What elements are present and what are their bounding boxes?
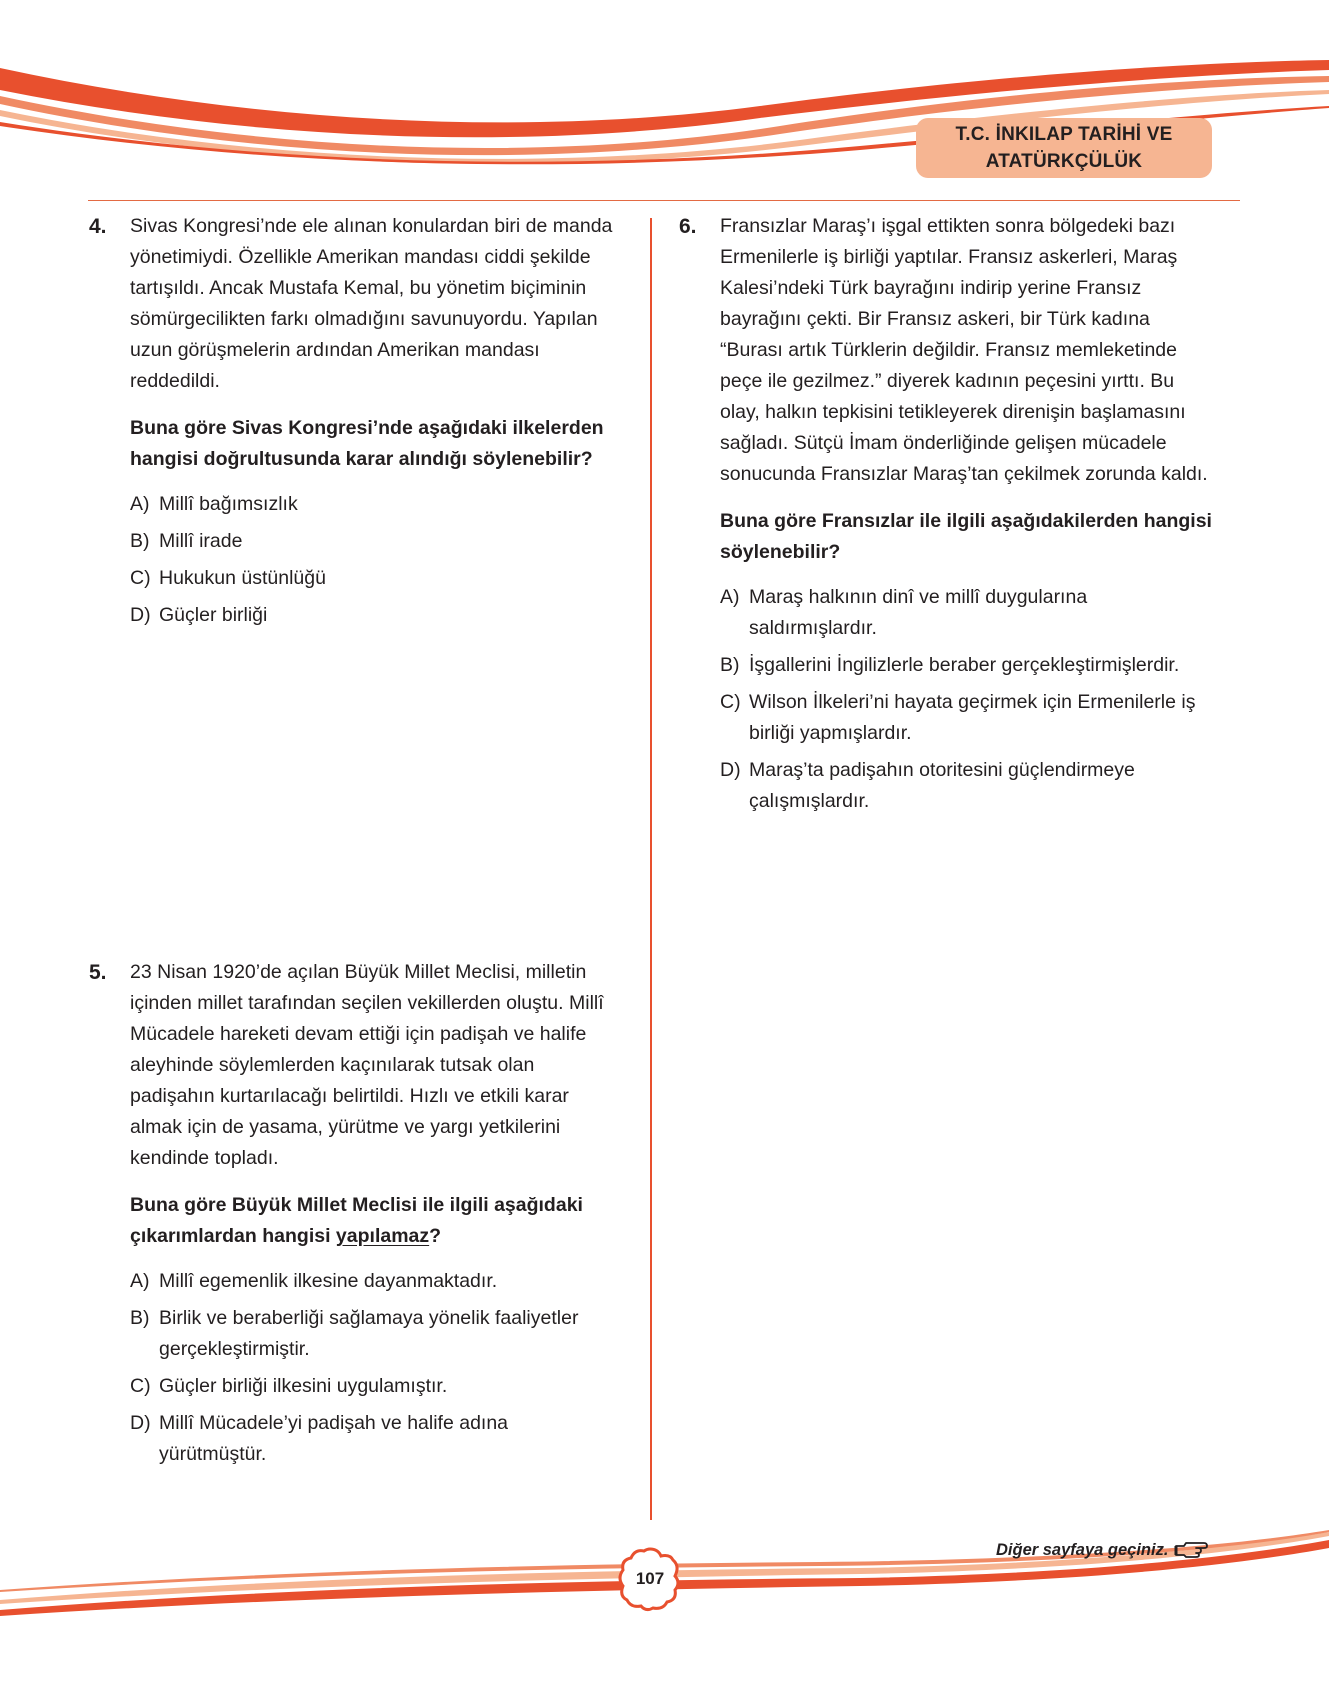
prompt-text: Buna göre Büyük Millet Meclisi ile ilgili aşağıdaki çıkarımlardan hangisi bbox=[130, 1194, 583, 1247]
option-letter: C) bbox=[720, 691, 741, 713]
option-c[interactable] bbox=[130, 1371, 620, 1402]
option-letter: D) bbox=[720, 759, 741, 781]
option-a[interactable] bbox=[130, 489, 620, 520]
option-b[interactable] bbox=[720, 650, 1212, 681]
option-text: Millî bağımsızlık bbox=[159, 493, 298, 515]
subject-badge bbox=[916, 118, 1212, 178]
answer-options bbox=[130, 1266, 620, 1470]
option-c[interactable] bbox=[720, 687, 1212, 749]
option-letter: A) bbox=[130, 493, 150, 515]
option-b[interactable] bbox=[130, 526, 620, 557]
option-text: Güçler birliği bbox=[159, 604, 268, 626]
answer-options bbox=[720, 582, 1212, 817]
option-text: Millî Mücadele’yi padişah ve halife adına yürütmüştür. bbox=[159, 1412, 509, 1465]
prompt-end: ? bbox=[429, 1225, 442, 1247]
option-letter: B) bbox=[130, 530, 150, 552]
page-number: 107 bbox=[635, 1569, 665, 1588]
option-text: Maraş’ta padişahın otoritesini güçlendirmeye çalışmışlardır. bbox=[749, 759, 1135, 812]
option-text: Wilson İlkeleri’ni hayata geçirmek için Ermenilerle iş birliği yapmışlardır. bbox=[749, 691, 1196, 744]
option-letter: C) bbox=[130, 567, 151, 589]
question-stem: Fransızlar Maraş’ı işgal ettikten sonra bölgedeki bazı Ermenilerle iş birliği yaptılar. Fransız askerleri, Maraş Kalesi’ndeki Türk bayrağını indirip yerine Fransız bayrağını çekti. Bir Fransız askeri, bir Türk kadına “Burası artık Türklerin değildir. Fransız memleketinde peçe ile gezilmez.” diyerek kadının peçesini yırttı. Bu olay, halkın tepkisini tetikleyerek direnişin başlamasını sağladı. Sütçü İmam önderliğinde gelişen mücadele sonucunda Fransızlar Maraş’tan çekilmek zorunda kaldı. bbox=[720, 215, 1208, 485]
header-rule bbox=[88, 200, 1240, 201]
option-text: Maraş halkının dinî ve millî duygularına saldırmışlardır. bbox=[749, 586, 1088, 639]
question-prompt: Buna göre Sivas Kongresi’nde aşağıdaki ilkelerden hangisi doğrultusunda karar alındığı söylenebilir? bbox=[130, 417, 604, 470]
question-stem: 23 Nisan 1920’de açılan Büyük Millet Meclisi, milletin içinden millet tarafından seçilen vekillerden oluştu. Millî Mücadele hareketi devam ettiği için padişah ve halife aleyhinde söylemlerden kaçınılarak tutsak olan padişahın kurtarılacağı belirtildi. Hızlı ve etkili karar almak için de yasama, yürütme ve yargı yetkilerini kendinde topladı. bbox=[130, 961, 604, 1169]
option-text: Millî irade bbox=[159, 530, 243, 552]
option-a[interactable] bbox=[720, 582, 1212, 644]
subject-title-line1: T.C. İNKILAP TARİHİ VE bbox=[955, 124, 1173, 145]
question-prompt bbox=[130, 1190, 620, 1252]
option-letter: D) bbox=[130, 1412, 151, 1434]
option-letter: A) bbox=[130, 1270, 150, 1292]
option-letter: B) bbox=[130, 1307, 150, 1329]
next-page-text: Diğer sayfaya geçiniz. bbox=[996, 1540, 1169, 1559]
page-number-badge bbox=[617, 1546, 683, 1612]
option-text: Millî egemenlik ilkesine dayanmaktadır. bbox=[159, 1270, 498, 1292]
question-5 bbox=[89, 957, 620, 1476]
question-number: 5. bbox=[89, 961, 107, 984]
option-d[interactable] bbox=[720, 755, 1212, 817]
question-number: 6. bbox=[679, 215, 697, 238]
question-4 bbox=[89, 211, 620, 637]
option-b[interactable] bbox=[130, 1303, 620, 1365]
option-d[interactable] bbox=[130, 600, 620, 631]
option-a[interactable] bbox=[130, 1266, 620, 1297]
option-d[interactable] bbox=[130, 1408, 620, 1470]
question-number: 4. bbox=[89, 215, 107, 238]
answer-options bbox=[130, 489, 620, 631]
option-text: İşgallerini İngilizlerle beraber gerçekleştirmişlerdir. bbox=[749, 654, 1180, 676]
option-letter: B) bbox=[720, 654, 740, 676]
column-divider bbox=[650, 218, 652, 1520]
question-stem: Sivas Kongresi’nde ele alınan konulardan biri de manda yönetimiydi. Özellikle Amerikan mandası ciddi şekilde tartışıldı. Ancak Mustafa Kemal, bu yönetim biçiminin sömürgecilikten farkı olmadığını savunuyordu. Yapılan uzun görüşmelerin ardından Amerikan mandası reddedildi. bbox=[130, 215, 613, 392]
question-6 bbox=[679, 211, 1212, 823]
option-letter: D) bbox=[130, 604, 151, 626]
subject-title-line2: ATATÜRKÇÜLÜK bbox=[985, 151, 1143, 172]
next-page-note bbox=[996, 1540, 1208, 1560]
negation-emphasis: yapılamaz bbox=[335, 1225, 430, 1247]
option-text: Güçler birliği ilkesini uygulamıştır. bbox=[159, 1375, 448, 1397]
question-prompt: Buna göre Fransızlar ile ilgili aşağıdakilerden hangisi söylenebilir? bbox=[720, 510, 1212, 563]
option-text: Hukukun üstünlüğü bbox=[159, 567, 326, 589]
option-text: Birlik ve beraberliği sağlamaya yönelik faaliyetler gerçekleştirmiştir. bbox=[159, 1307, 579, 1360]
option-c[interactable] bbox=[130, 563, 620, 594]
pointing-hand-icon bbox=[1174, 1540, 1208, 1560]
option-letter: A) bbox=[720, 586, 740, 608]
option-letter: C) bbox=[130, 1375, 151, 1397]
